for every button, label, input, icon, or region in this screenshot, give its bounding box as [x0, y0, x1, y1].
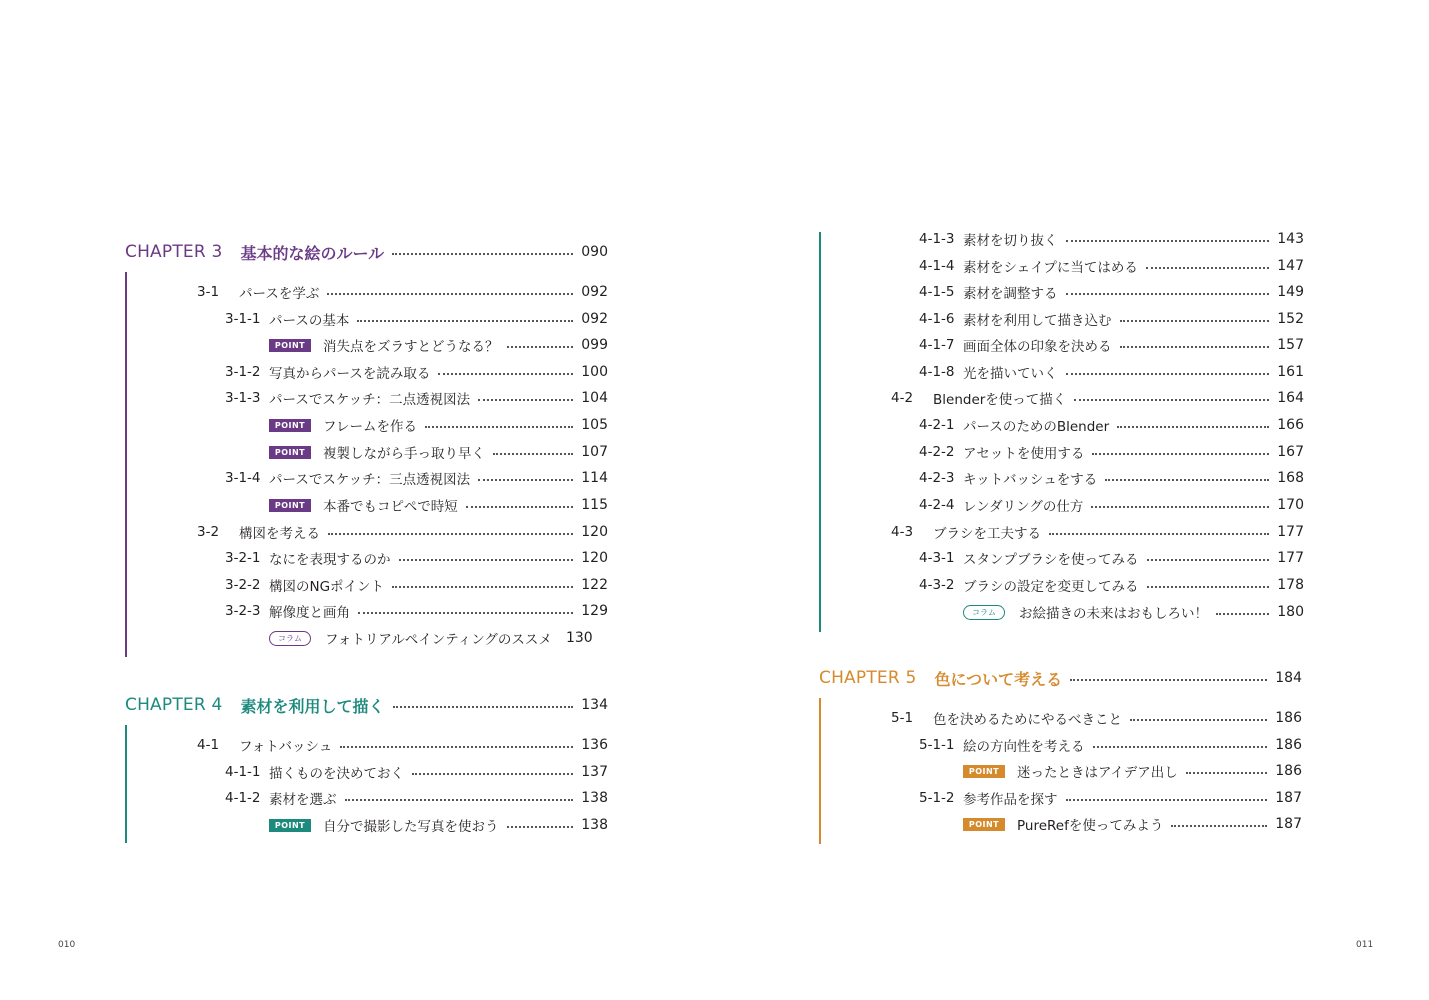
page-number: 143	[1277, 231, 1304, 247]
page-number: 187	[1275, 816, 1302, 832]
page-number: 090	[581, 244, 608, 260]
point-badge: POINT	[963, 765, 1005, 778]
entry-title: 消失点をズラすとどうなる？	[323, 339, 499, 355]
leader-dots	[392, 586, 573, 588]
entry-title: 画面全体の印象を決める	[963, 339, 1112, 355]
chapter-3-block	[125, 240, 608, 660]
point-badge: POINT	[269, 446, 311, 459]
toc-entry[interactable]	[919, 282, 1304, 302]
entry-title: レンダリングの仕方	[963, 499, 1084, 515]
entry-title: 構図のNGポイント	[269, 579, 385, 595]
entry-title: パースのためのBlender	[963, 419, 1110, 435]
chapter-5-entries	[819, 698, 1302, 844]
page-number: 104	[581, 390, 608, 406]
entry-title: 素材を利用して描き込む	[963, 313, 1112, 329]
entry-title: フォトリアルペインティングのススメ	[325, 632, 552, 648]
chapter-5-number: CHAPTER 5	[819, 668, 917, 688]
section-number: 4-2-4	[919, 497, 955, 513]
page-number: 178	[1277, 577, 1304, 593]
leader-dots	[1216, 613, 1269, 615]
page-number: 120	[581, 550, 608, 566]
section-number: 4-1-6	[919, 311, 955, 327]
section-number: 4-1-4	[919, 258, 955, 274]
page-number: 130	[565, 630, 593, 646]
entry-title: 素材を調整する	[963, 286, 1058, 302]
page-number: 186	[1275, 737, 1302, 753]
section-number: 4-2-2	[919, 444, 955, 460]
page-number: 161	[1277, 364, 1304, 380]
page-number: 152	[1277, 311, 1304, 327]
entry-title: 光を描いていく	[963, 366, 1058, 382]
page-number: 092	[581, 311, 608, 327]
toc-entry[interactable]	[225, 362, 608, 382]
leader-dots	[1186, 772, 1267, 774]
leader-dots	[1147, 559, 1270, 561]
column-badge: コラム	[963, 605, 1005, 620]
section-number: 4-3-1	[919, 550, 955, 566]
page-number: 129	[581, 603, 608, 619]
chapter-4-continued-entries	[819, 232, 1304, 632]
leader-dots	[493, 453, 573, 455]
toc-entry[interactable]	[919, 415, 1304, 435]
chapter-3-entries	[125, 272, 608, 657]
toc-entry-column[interactable]	[963, 602, 1304, 622]
entry-title: Blenderを使って描く	[933, 392, 1067, 408]
toc-entry-point[interactable]	[269, 335, 608, 355]
page-number: 177	[1277, 524, 1304, 540]
left-folio: 010	[58, 940, 76, 950]
leader-dots	[1117, 426, 1269, 428]
chapter-3-number: CHAPTER 3	[125, 242, 223, 262]
toc-entry[interactable]	[891, 522, 1304, 542]
page-number: 149	[1277, 284, 1304, 300]
section-number: 4-2-3	[919, 470, 955, 486]
leader-dots	[1066, 240, 1270, 242]
point-badge: POINT	[269, 499, 311, 512]
section-number: 4-1	[197, 737, 220, 753]
chapter-5-block	[819, 666, 1302, 846]
toc-entry[interactable]	[919, 468, 1304, 488]
right-page	[715, 0, 1429, 1000]
section-number: 5-1	[891, 710, 914, 726]
entry-title: パースでスケッチ：三点透視図法	[269, 472, 471, 488]
toc-entry-point[interactable]	[963, 814, 1302, 834]
chapter-5-heading[interactable]	[819, 666, 1302, 690]
point-badge: POINT	[269, 419, 311, 432]
leader-dots	[1066, 799, 1268, 801]
chapter-4-block	[125, 693, 608, 848]
section-number: 3-1-1	[225, 311, 261, 327]
page-number: 157	[1277, 337, 1304, 353]
section-number: 5-1-1	[919, 737, 955, 753]
entry-title: ブラシを工夫する	[933, 526, 1041, 542]
leader-dots	[1093, 746, 1268, 748]
entry-title: 複製しながら手っ取り早く	[323, 446, 485, 462]
chapter-4-title: 素材を利用して描く	[240, 696, 385, 716]
leader-dots	[328, 533, 573, 535]
entry-title: 色を決めるためにやるべきこと	[933, 712, 1122, 728]
entry-title: パースでスケッチ：二点透視図法	[269, 392, 471, 408]
toc-entry[interactable]	[919, 575, 1304, 595]
leader-dots	[507, 826, 574, 828]
leader-dots	[438, 373, 573, 375]
entry-title: アセットを使用する	[963, 446, 1085, 462]
page-number: 168	[1277, 470, 1304, 486]
page-number: 187	[1275, 790, 1302, 806]
page-number: 120	[581, 524, 608, 540]
entry-title: 描くものを決めておく	[269, 766, 404, 782]
entry-title: フォトバッシュ	[239, 739, 333, 755]
entry-title: フレームを作る	[323, 419, 417, 435]
page-number: 134	[581, 697, 608, 713]
toc-entry[interactable]	[225, 548, 608, 568]
page-number: 180	[1277, 604, 1304, 620]
entry-title: 解像度と画角	[269, 605, 350, 621]
toc-entry-point[interactable]	[269, 442, 608, 462]
entry-title: 写真からパースを読み取る	[269, 366, 431, 382]
entry-title: 構図を考える	[239, 526, 320, 542]
left-page	[0, 0, 714, 1000]
toc-entry-point[interactable]	[269, 495, 608, 515]
page-number: 092	[581, 284, 608, 300]
chapter-5-title: 色について考える	[934, 669, 1063, 689]
section-number: 4-1-5	[919, 284, 955, 300]
page-number: 115	[581, 497, 608, 513]
section-number: 3-1-3	[225, 390, 261, 406]
page-number: 177	[1277, 550, 1304, 566]
section-number: 3-1	[197, 284, 220, 300]
leader-dots	[478, 479, 573, 481]
section-number: 4-2-1	[919, 417, 955, 433]
leader-dots	[425, 426, 573, 428]
page-number: 138	[581, 790, 608, 806]
chapter-4-entries	[125, 725, 608, 843]
toc-entry-column[interactable]	[269, 628, 608, 648]
leader-dots	[507, 346, 574, 348]
entry-title: パースを学ぶ	[239, 286, 320, 302]
section-number: 3-2-2	[225, 577, 261, 593]
entry-title: 参考作品を探す	[963, 792, 1058, 808]
toc-entry[interactable]	[225, 601, 608, 621]
page-number: 122	[581, 577, 608, 593]
toc-entry-point[interactable]	[963, 761, 1302, 781]
page-number: 114	[581, 470, 608, 486]
page-number: 186	[1275, 710, 1302, 726]
entry-title: スタンプブラシを使ってみる	[963, 552, 1139, 568]
leader-dots	[1120, 320, 1270, 322]
page-number: 170	[1277, 497, 1304, 513]
leader-dots	[1092, 453, 1269, 455]
entry-title: 絵の方向性を考える	[963, 739, 1085, 755]
toc-entry[interactable]	[197, 282, 608, 302]
toc-entry-point[interactable]	[269, 815, 608, 835]
leader-dots	[1074, 399, 1269, 401]
leader-dots	[393, 706, 574, 708]
page-number: 105	[581, 417, 608, 433]
toc-entry[interactable]	[919, 442, 1304, 462]
section-number: 3-2	[197, 524, 220, 540]
leader-dots	[392, 253, 573, 255]
section-number: 4-1-1	[225, 764, 261, 780]
section-number: 3-2-1	[225, 550, 261, 566]
point-badge: POINT	[269, 819, 311, 832]
entry-title: 素材をシェイプに当てはめる	[963, 260, 1138, 276]
toc-entry[interactable]	[919, 495, 1304, 515]
toc-entry[interactable]	[225, 762, 608, 782]
entry-title: 自分で撮影した写真を使おう	[323, 819, 499, 835]
point-badge: POINT	[269, 339, 311, 352]
chapter-4-number: CHAPTER 4	[125, 695, 223, 715]
leader-dots	[478, 399, 573, 401]
toc-entry[interactable]	[225, 468, 608, 488]
toc-entry[interactable]	[197, 735, 608, 755]
toc-entry[interactable]	[919, 309, 1304, 329]
page-number: 184	[1275, 670, 1302, 686]
leader-dots	[327, 293, 573, 295]
entry-title: キットバッシュをする	[963, 472, 1098, 488]
leader-dots	[358, 612, 573, 614]
leader-dots	[1171, 825, 1267, 827]
section-number: 4-2	[891, 390, 914, 406]
toc-entry-point[interactable]	[269, 415, 608, 435]
toc-entry[interactable]	[197, 522, 608, 542]
section-number: 4-1-3	[919, 231, 955, 247]
section-number: 3-1-2	[225, 364, 261, 380]
section-number: 5-1-2	[919, 790, 955, 806]
chapter-4-heading[interactable]	[125, 693, 608, 717]
right-folio: 011	[1356, 940, 1374, 950]
toc-entry[interactable]	[919, 229, 1304, 249]
entry-title: 素材を切り抜く	[963, 233, 1058, 249]
leader-dots	[1147, 586, 1270, 588]
leader-dots	[357, 320, 573, 322]
toc-entry[interactable]	[225, 575, 608, 595]
page-number: 186	[1275, 763, 1302, 779]
page-number: 099	[581, 337, 608, 353]
section-number: 4-1-7	[919, 337, 955, 353]
column-badge: コラム	[269, 631, 311, 646]
leader-dots	[1130, 719, 1267, 721]
leader-dots	[1066, 293, 1270, 295]
entry-title: ブラシの設定を変更してみる	[963, 579, 1139, 595]
toc-entry[interactable]	[225, 388, 608, 408]
toc-entry[interactable]	[919, 335, 1304, 355]
leader-dots	[340, 746, 573, 748]
toc-entry[interactable]	[225, 309, 608, 329]
page-number: 137	[581, 764, 608, 780]
leader-dots	[345, 799, 574, 801]
page-number: 147	[1277, 258, 1304, 274]
toc-entry[interactable]	[225, 788, 608, 808]
entry-title: 本番でもコピペで時短	[323, 499, 458, 515]
leader-dots	[399, 559, 574, 561]
toc-entry[interactable]	[919, 548, 1304, 568]
entry-title: なにを表現するのか	[269, 552, 391, 568]
leader-dots	[1070, 679, 1267, 681]
entry-title: 素材を選ぶ	[269, 792, 337, 808]
section-number: 3-2-3	[225, 603, 261, 619]
page-number: 166	[1277, 417, 1304, 433]
entry-title: PureRefを使ってみよう	[1017, 818, 1164, 834]
point-badge: POINT	[963, 818, 1005, 831]
toc-entry[interactable]	[919, 735, 1302, 755]
page-number: 138	[581, 817, 608, 833]
page-number: 136	[581, 737, 608, 753]
toc-entry[interactable]	[919, 362, 1304, 382]
leader-dots	[412, 773, 573, 775]
entry-title: 迷ったときはアイデア出し	[1017, 765, 1178, 781]
section-number: 3-1-4	[225, 470, 261, 486]
page-number: 164	[1277, 390, 1304, 406]
section-number: 4-3-2	[919, 577, 955, 593]
leader-dots	[1146, 267, 1269, 269]
section-number: 4-1-8	[919, 364, 955, 380]
toc-entry[interactable]	[919, 788, 1302, 808]
section-number: 4-1-2	[225, 790, 261, 806]
toc-entry[interactable]	[919, 256, 1304, 276]
leader-dots	[466, 506, 574, 508]
page-number: 100	[581, 364, 608, 380]
section-number: 4-3	[891, 524, 914, 540]
toc-entry[interactable]	[891, 708, 1302, 728]
leader-dots	[1091, 506, 1269, 508]
entry-title: パースの基本	[269, 313, 350, 329]
page-number: 167	[1277, 444, 1304, 460]
page-number: 107	[581, 444, 608, 460]
leader-dots	[1049, 533, 1269, 535]
leader-dots	[1066, 373, 1270, 375]
toc-entry[interactable]	[891, 388, 1304, 408]
chapter-3-title: 基本的な絵のルール	[240, 243, 385, 263]
leader-dots	[1105, 479, 1269, 481]
leader-dots	[1120, 346, 1270, 348]
chapter-3-heading[interactable]	[125, 240, 608, 264]
entry-title: お絵描きの未来はおもしろい！	[1019, 606, 1208, 622]
